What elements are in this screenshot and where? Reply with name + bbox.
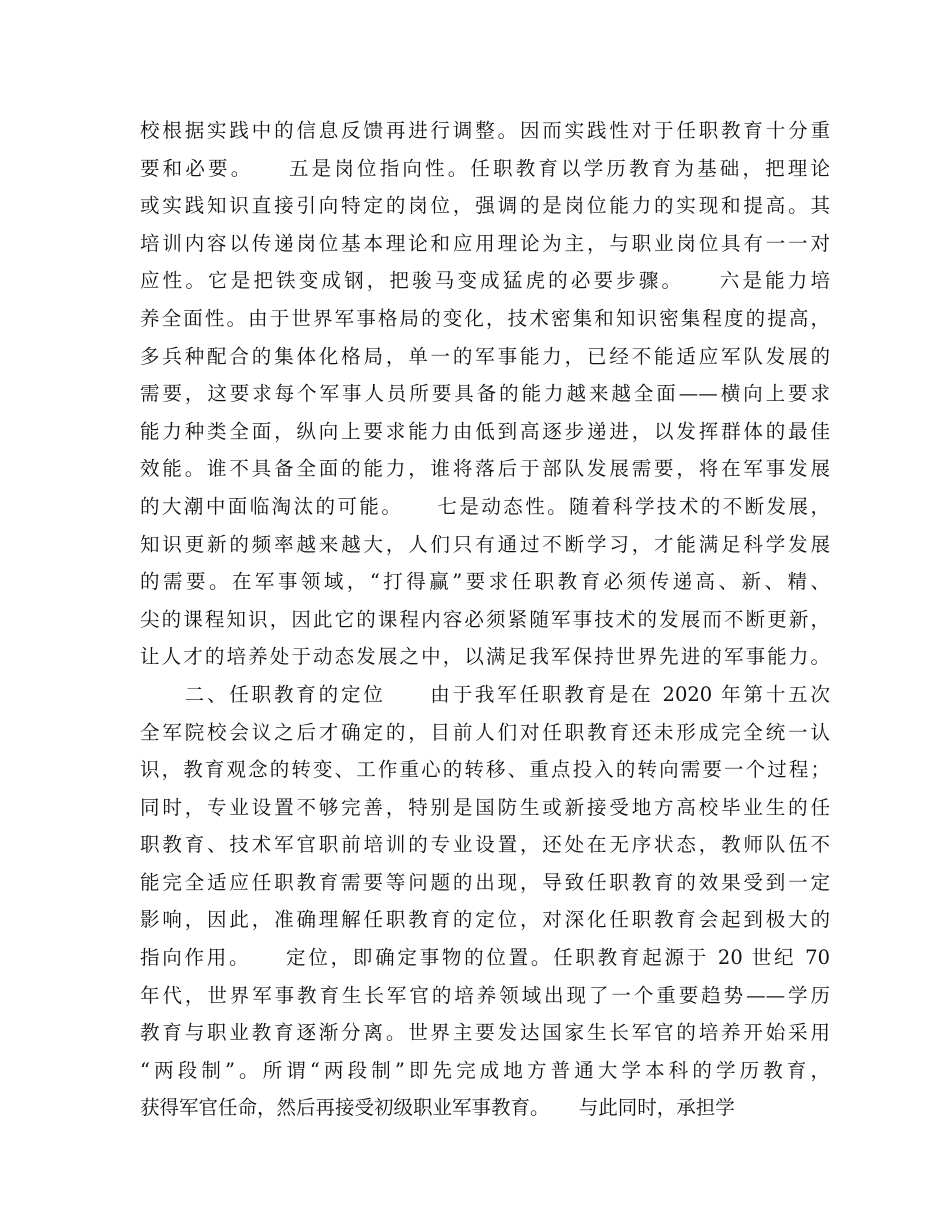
- text-line: 二、任职教育的定位 由于我军任职教育是在 2020 年第十五次: [140, 682, 830, 706]
- text-line: 能力种类全面，纵向上要求能力由低到高逐步递进，以发挥群体的最佳: [140, 419, 830, 443]
- body-text: [140, 112, 830, 1127]
- text-line: 影响，因此，准确理解任职教育的定位，对深化任职教育会起到极大的: [140, 908, 830, 932]
- text-line: 养全面性。由于世界军事格局的变化，技术密集和知识密集程度的提高，: [140, 306, 830, 330]
- text-line: 需要，这要求每个军事人员所要具备的能力越来越全面——横向上要求: [140, 382, 830, 406]
- text-line: 效能。谁不具备全面的能力，谁将落后于部队发展需要，将在军事发展: [140, 457, 830, 481]
- text-line: 职教育、技术军官职前培训的专业设置，还处在无序状态，教师队伍不: [140, 833, 830, 857]
- text-line: 同时，专业设置不够完善，特别是国防生或新接受地方高校毕业生的任: [140, 795, 830, 819]
- text-line: 教育与职业教育逐渐分离。世界主要发达国家生长军官的培养开始采用: [140, 1021, 830, 1045]
- text-line: 能完全适应任职教育需要等问题的出现，导致任职教育的效果受到一定: [140, 870, 830, 894]
- text-line: 的大潮中面临淘汰的可能。 七是动态性。随着科学技术的不断发展，: [140, 494, 830, 518]
- text-line: “两段制”。所谓“两段制”即先完成地方普通大学本科的学历教育，: [140, 1058, 830, 1082]
- text-line: 获得军官任命，然后再接受初级职业军事教育。 与此同时，承担学: [140, 1096, 735, 1120]
- text-line: 多兵种配合的集体化格局，单一的军事能力，已经不能适应军队发展的: [140, 344, 830, 368]
- text-line: 识，教育观念的转变、工作重心的转移、重点投入的转向需要一个过程；: [140, 758, 830, 782]
- text-line: 知识更新的频率越来越大，人们只有通过不断学习，才能满足科学发展: [140, 532, 830, 556]
- text-line: 培训内容以传递岗位基本理论和应用理论为主，与职业岗位具有一一对: [140, 231, 830, 255]
- text-line: 指向作用。 定位，即确定事物的位置。任职教育起源于 20 世纪 70: [140, 946, 830, 970]
- text-line: 的需要。在军事领域，“打得赢”要求任职教育必须传递高、新、精、: [140, 570, 830, 594]
- text-line: 让人才的培养处于动态发展之中，以满足我军保持世界先进的军事能力。: [140, 645, 830, 669]
- text-line: 或实践知识直接引向特定的岗位，强调的是岗位能力的实现和提高。其: [140, 194, 830, 218]
- text-line: 尖的课程知识，因此它的课程内容必须紧随军事技术的发展而不断更新，: [140, 607, 830, 631]
- text-line: 全军院校会议之后才确定的，目前人们对任职教育还未形成完全统一认: [140, 720, 830, 744]
- text-line: 年代，世界军事教育生长军官的培养领域出现了一个重要趋势——学历: [140, 983, 830, 1007]
- text-line: 应性。它是把铁变成钢，把骏马变成猛虎的必要步骤。 六是能力培: [140, 269, 830, 293]
- text-line: 要和必要。 五是岗位指向性。任职教育以学历教育为基础，把理论: [140, 156, 830, 180]
- text-line: 校根据实践中的信息反馈再进行调整。因而实践性对于任职教育十分重: [140, 119, 830, 142]
